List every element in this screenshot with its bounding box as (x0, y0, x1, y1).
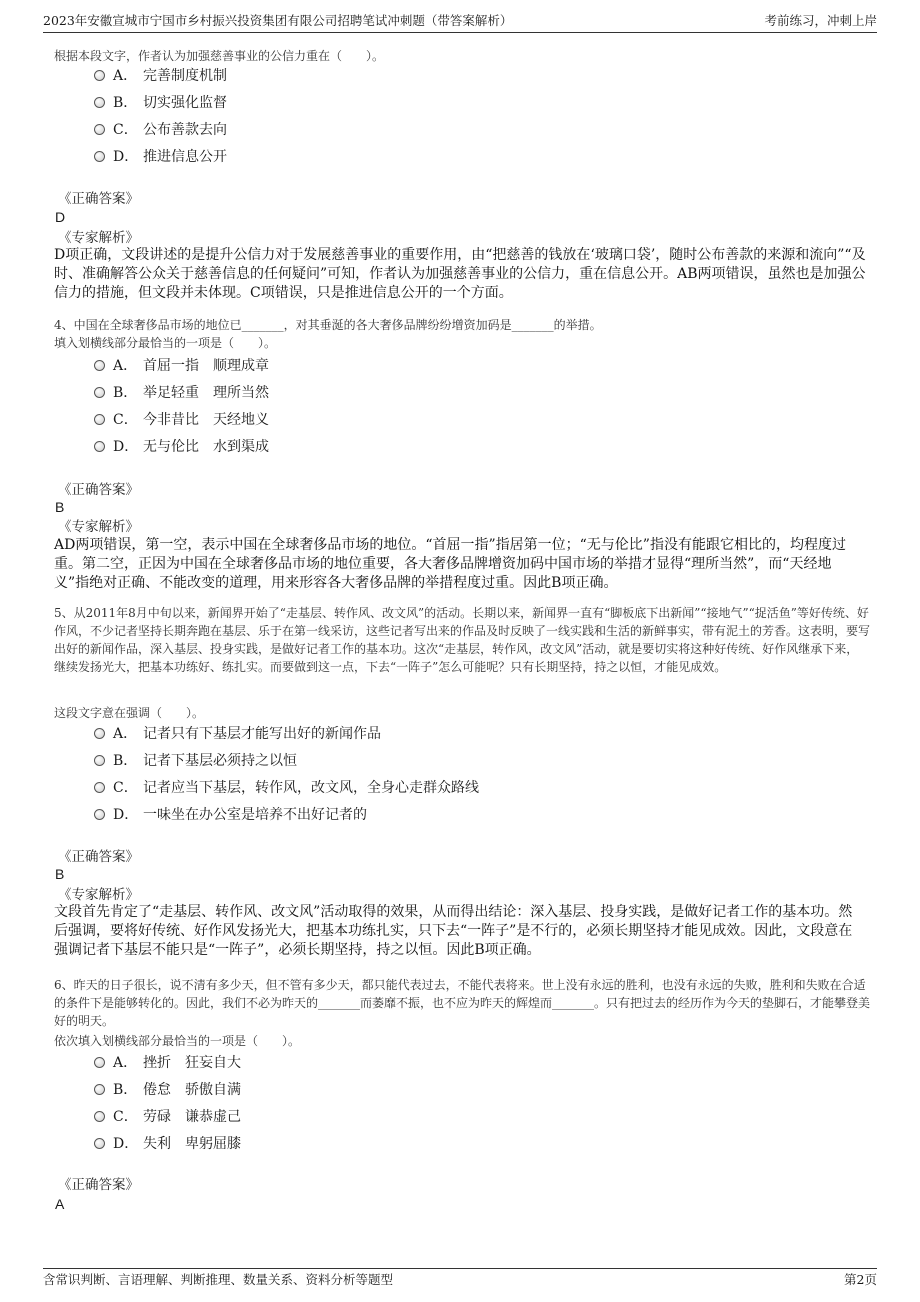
q4-answer: B (55, 499, 65, 515)
q6-prompt: 依次填入划横线部分最恰当的一项是（ ）。 (54, 1034, 301, 1048)
q4-answer-tag: 《正确答案》 (58, 482, 139, 498)
radio-icon[interactable] (94, 755, 105, 766)
footer-note: 含常识判断、言语理解、判断推理、数量关系、资料分析等题型 (43, 1272, 394, 1287)
q4-option-b[interactable]: B． 举足轻重 理所当然 (94, 381, 269, 405)
q3-option-a[interactable]: A． 完善制度机制 (94, 64, 227, 88)
q3-answer-tag: 《正确答案》 (58, 191, 139, 207)
q3-analysis-tag: 《专家解析》 (58, 230, 139, 246)
q6-option-b[interactable]: B． 倦怠 骄傲自满 (94, 1078, 241, 1102)
radio-icon[interactable] (94, 151, 105, 162)
header-slogan: 考前练习，冲刺上岸 (764, 13, 877, 28)
q5-answer-tag: 《正确答案》 (58, 849, 139, 865)
q4-analysis: AD两项错误，第一空，表示中国在全球奢侈品市场的地位。“首屈一指”指居第一位；“无与伦比”指没有能跟它相比的，均程度过重。第二空，正因为中国在全球奢侈品市场的地位重要，各大奢侈品牌增资加码中国市场的举措才显得“理所当然”，而“天经地义”指绝对正确、不能改变的道理，用来形容各大奢侈品牌的举措程度过重。因此B项正确。 (54, 537, 846, 591)
radio-icon[interactable] (94, 414, 105, 425)
q4-option-c[interactable]: C． 今非昔比 天经地义 (94, 408, 269, 432)
radio-icon[interactable] (94, 728, 105, 739)
q6-option-c[interactable]: C． 劳碌 谦恭虚己 (94, 1105, 241, 1129)
q5-prompt: 这段文字意在强调（ ）。 (54, 706, 205, 720)
radio-icon[interactable] (94, 1084, 105, 1095)
radio-icon[interactable] (94, 782, 105, 793)
q4-option-a[interactable]: A． 首屈一指 顺理成章 (94, 354, 269, 378)
q3-option-b[interactable]: B． 切实强化监督 (94, 91, 227, 115)
radio-icon[interactable] (94, 360, 105, 371)
q4-analysis-tag: 《专家解析》 (58, 519, 139, 535)
q6-option-d[interactable]: D． 失利 卑躬屈膝 (94, 1132, 241, 1156)
q3-option-d[interactable]: D． 推进信息公开 (94, 145, 227, 169)
radio-icon[interactable] (94, 387, 105, 398)
q5-option-d[interactable]: D． 一味坐在办公室是培养不出好记者的 (94, 803, 367, 827)
q4-prompt: 填入划横线部分最恰当的一项是（ ）。 (54, 336, 277, 350)
radio-icon[interactable] (94, 441, 105, 452)
q5-analysis: 文段首先肯定了“走基层、转作风、改文风”活动取得的效果，从而得出结论：深入基层、投身实践，是做好记者工作的基本功。然后强调，要将好传统、好作风发扬光大，把基本功练扎实，只下去“一阵子”是不行的，必须长期坚持才能见成效。因此，文段意在强调记者下基层不能只是“一阵子”，必须长期坚持，持之以恒。因此B项正确。 (54, 904, 853, 958)
q6-answer: A (55, 1196, 65, 1212)
document-title: 2023年安徽宣城市宁国市乡村振兴投资集团有限公司招聘笔试冲刺题（带答案解析） (43, 13, 513, 28)
q3-answer: D (55, 209, 66, 225)
radio-icon[interactable] (94, 1111, 105, 1122)
q5-option-c[interactable]: C． 记者应当下基层，转作风，改文风，全身心走群众路线 (94, 776, 479, 800)
radio-icon[interactable] (94, 70, 105, 81)
q4-option-d[interactable]: D． 无与伦比 水到渠成 (94, 435, 269, 459)
q5-option-a[interactable]: A． 记者只有下基层才能写出好的新闻作品 (94, 722, 381, 746)
radio-icon[interactable] (94, 1057, 105, 1068)
radio-icon[interactable] (94, 97, 105, 108)
page-number: 第2页 (844, 1272, 877, 1287)
q6-answer-tag: 《正确答案》 (58, 1177, 139, 1193)
q5-answer: B (55, 866, 65, 882)
q5-stem: 5、从2011年8月中旬以来，新闻界开始了“走基层、转作风、改文风”的活动。长期以来，新闻界一直有“脚板底下出新闻”“接地气”“捉活鱼”等好传统、好作风，不少记者坚持长期奔跑在基层、乐于在第一线采访，这些记者写出来的作品及时反映了一线实践和生活的新鲜事实，带有泥土的芳香。这表明，要写出好的新闻作品，深入基层、投身实践，是做好记者工作的基本功。这次“走基层，转作风，改文风”活动，就是要切实将这种好传统、好作风继承下来，继续发扬光大，把基本功练好、练扎实。而要做到这一点，下去“一阵子”怎么可能呢？只有长期坚持，持之以恒，才能见成效。 (54, 606, 871, 674)
q5-analysis-tag: 《专家解析》 (58, 887, 139, 903)
q3-prompt: 根据本段文字，作者认为加强慈善事业的公信力重在（ ）。 (54, 49, 385, 63)
q3-analysis: D项正确，文段讲述的是提升公信力对于发展慈善事业的重要作用，由“把慈善的钱放在‘玻璃口袋’，随时公布善款的来源和流向”“及时、准确解答公众关于慈善信息的任何疑问”可知，作者认为加强慈善事业的公信力，重在信息公开。AB两项错误，虽然也是加强公信力的措施，但文段并未体现。C项错误，只是推进信息公开的一个方面。 (54, 247, 866, 301)
q5-option-b[interactable]: B． 记者下基层必须持之以恒 (94, 749, 297, 773)
page-header (43, 10, 877, 33)
radio-icon[interactable] (94, 809, 105, 820)
q4-stem: 4、中国在全球奢侈品市场的地位已_______，对其垂涎的各大奢侈品牌纷纷增资加码是_______的举措。 (54, 318, 602, 332)
q6-option-a[interactable]: A． 挫折 狂妄自大 (94, 1051, 241, 1075)
radio-icon[interactable] (94, 1138, 105, 1149)
q3-option-c[interactable]: C． 公布善款去向 (94, 118, 227, 142)
page-footer (43, 1268, 877, 1291)
q6-stem: 6、昨天的日子很长，说不清有多少天，但不管有多少天，都只能代表过去，不能代表将来。世上没有永远的胜利，也没有永远的失败，胜利和失败在合适的条件下是能够转化的。因此，我们不必为昨天的_______而萎靡不振，也不应为昨天的辉煌而_______。只有把过去的经历作为今天的垫脚石，才能攀登美好的明天。 (54, 978, 871, 1028)
radio-icon[interactable] (94, 124, 105, 135)
